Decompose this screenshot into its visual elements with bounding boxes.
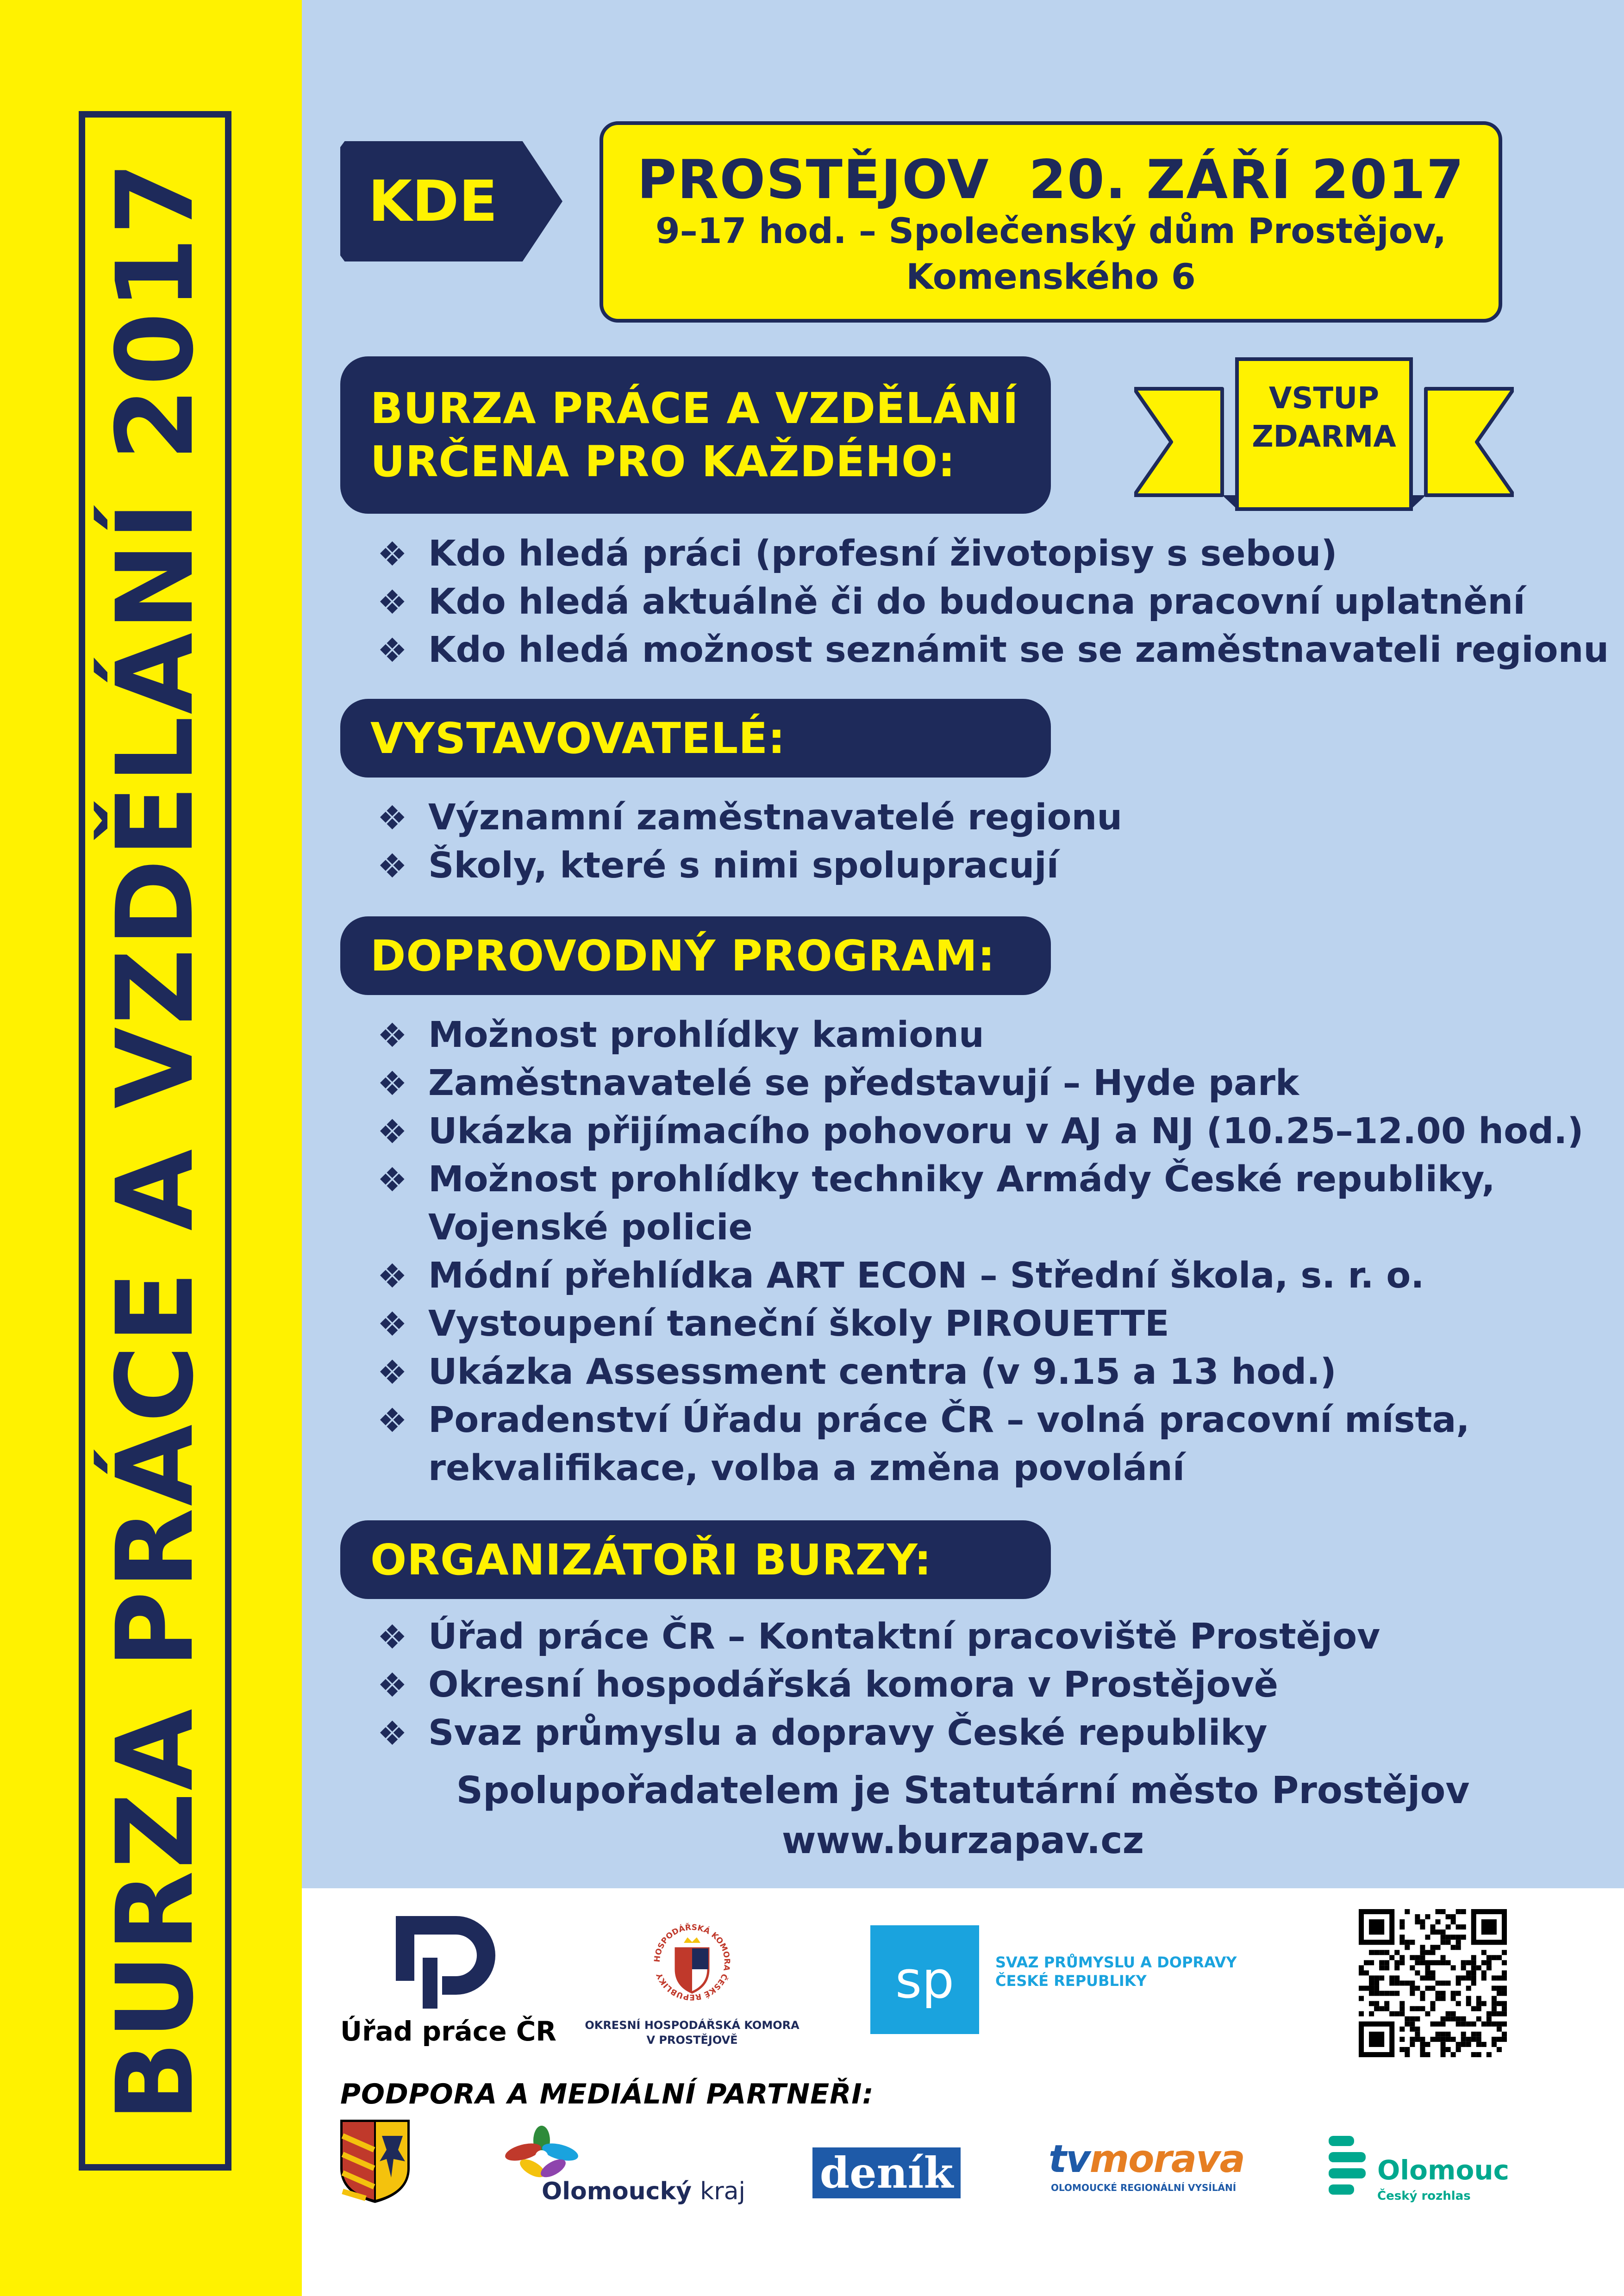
list-item-text: Významní zaměstnavatelé regionu	[428, 797, 1123, 838]
bullet-icon: ❖	[377, 798, 407, 837]
bullet-icon: ❖	[377, 846, 407, 885]
organizers-heading: ORGANIZÁTOŘI BURZY:	[370, 1535, 932, 1585]
program-list	[377, 1011, 1584, 1493]
ohk-ring-text: HOSPODÁŘSKÁ KOMORA ČESKÉ REPUBLIKY	[652, 1923, 732, 2002]
list-item-text: Ukázka přijímacího pohovoru v AJ a NJ (10.25–12.00 hod.)	[428, 1111, 1584, 1152]
organizers-list	[377, 1613, 1380, 1757]
urad-prace-label: Úřad práce ČR	[340, 2016, 556, 2047]
olomoucky-kraj-bold: Olomoucký	[542, 2178, 692, 2205]
denik-logo-text: deník	[819, 2148, 954, 2198]
list-item	[377, 1709, 1380, 1757]
cesky-rozhlas-icon	[1324, 2134, 1370, 2198]
qr-code-icon[interactable]	[1359, 1909, 1507, 2057]
list-item	[377, 1444, 1584, 1493]
list-item	[377, 842, 1122, 890]
free-entry-line2: ZDARMA	[1252, 420, 1396, 454]
list-item	[377, 1108, 1584, 1156]
free-entry-text	[1237, 380, 1411, 456]
olomoucky-kraj-label	[542, 2178, 745, 2205]
bullet-icon: ❖	[377, 1714, 407, 1753]
list-item-text: Ukázka Assessment centra (v 9.15 a 13 hod.)	[428, 1351, 1337, 1393]
list-item-text: Zaměstnavatelé se představují – Hyde park	[428, 1063, 1299, 1104]
intro-list	[377, 530, 1609, 674]
sp-label-line2: ČESKÉ REPUBLIKY	[995, 1972, 1147, 1990]
sp-label-line1: SVAZ PRŮMYSLU A DOPRAVY	[995, 1954, 1237, 1971]
sp-label	[995, 1953, 1237, 1990]
list-item-text: Kdo hledá aktuálně či do budoucna pracovní uplatnění	[428, 581, 1525, 622]
bullet-icon: ❖	[377, 1064, 407, 1103]
ohk-label-line1: OKRESNÍ HOSPODÁŘSKÁ KOMORA	[585, 2019, 800, 2032]
bullet-icon: ❖	[377, 1305, 407, 1344]
event-address: Komenského 6	[906, 255, 1196, 297]
list-item	[377, 530, 1609, 578]
list-item-text: Možnost prohlídky kamionu	[428, 1014, 984, 1056]
free-entry-line1: VSTUP	[1268, 381, 1380, 416]
intro-heading-line1: BURZA PRÁCE A VZDĚLÁNÍ	[370, 384, 1019, 433]
list-item	[377, 1156, 1584, 1204]
list-item-text: Módní přehlídka ART ECON – Střední škola, s. r. o.	[428, 1255, 1424, 1296]
list-item-text: Vystoupení taneční školy PIROUETTE	[428, 1303, 1169, 1344]
list-item	[377, 1613, 1380, 1661]
list-item-text: Školy, které s nimi spolupracují	[428, 845, 1059, 886]
partners-label: PODPORA A MEDIÁLNÍ PARTNEŘI:	[340, 2078, 874, 2110]
list-item	[377, 1300, 1584, 1348]
tv-morava-logo	[1049, 2137, 1244, 2181]
bullet-icon: ❖	[377, 1353, 407, 1392]
list-item	[377, 794, 1122, 842]
section-heading-exhibitors	[340, 699, 1051, 778]
bullet-icon: ❖	[377, 535, 407, 573]
bullet-icon: ❖	[377, 1666, 407, 1705]
olomoucky-kraj-light: kraj	[700, 2178, 745, 2205]
bullet-icon: ❖	[377, 631, 407, 670]
tv-morava-name: morava	[1089, 2137, 1244, 2181]
list-item-text: rekvalifikace, volba a změna povolání	[428, 1448, 1185, 1489]
rozhlas-subtitle: Český rozhlas	[1377, 2189, 1471, 2203]
list-item-text: Poradenství Úřadu práce ČR – volná pracovní místa,	[428, 1400, 1470, 1441]
list-item	[377, 1252, 1584, 1300]
intro-heading-line2: URČENA PRO KAŽDÉHO:	[370, 437, 956, 486]
kde-label: KDE	[368, 168, 498, 234]
denik-logo	[812, 2147, 961, 2198]
closing-block	[302, 1766, 1624, 1866]
section-heading-intro	[340, 356, 1051, 514]
list-item	[377, 1396, 1584, 1444]
bullet-icon: ❖	[377, 583, 407, 622]
bullet-icon: ❖	[377, 1257, 407, 1295]
ohk-emblem-icon	[646, 1916, 738, 2009]
list-item-text: Vojenské policie	[428, 1207, 753, 1248]
list-item-text: Svaz průmyslu a dopravy České republiky	[428, 1712, 1268, 1754]
program-heading: DOPROVODNÝ PROGRAM:	[370, 931, 995, 981]
list-item-text: Okresní hospodářská komora v Prostějově	[428, 1664, 1278, 1705]
list-item	[377, 1661, 1380, 1709]
bullet-icon: ❖	[377, 1618, 407, 1656]
list-item-text: Možnost prohlídky techniky Armády České republiky,	[428, 1159, 1495, 1200]
vertical-title: BURZA PRÁCE A VZDĚLÁNÍ 2017	[94, 160, 217, 2122]
sp-logo	[870, 1925, 979, 2034]
list-item	[377, 1011, 1584, 1059]
exhibitors-list	[377, 794, 1122, 890]
co-organizer-line: Spolupořadatelem je Statutární město Prostějov	[456, 1769, 1470, 1812]
olomoucky-kraj-flower-icon	[495, 2124, 588, 2180]
urad-prace-logo-icon	[387, 1911, 498, 2013]
bullet-icon: ❖	[377, 1401, 407, 1440]
section-heading-program	[340, 916, 1051, 995]
event-location-box	[600, 121, 1502, 323]
list-item	[377, 578, 1609, 626]
exhibitors-heading: VYSTAVOVATELÉ:	[370, 713, 786, 763]
ohk-label-line2: V PROSTĚJOVĚ	[646, 2034, 738, 2047]
list-item	[377, 1348, 1584, 1396]
bullet-icon: ❖	[377, 1112, 407, 1151]
prostejov-coat-of-arms-icon	[338, 2117, 412, 2205]
ohk-label	[583, 2018, 801, 2047]
list-item-text: Kdo hledá práci (profesní životopisy s sebou)	[428, 533, 1337, 574]
bullet-icon: ❖	[377, 1016, 407, 1055]
rozhlas-city: Olomouc	[1377, 2154, 1509, 2186]
section-heading-organizers	[340, 1520, 1051, 1599]
event-time-venue: 9–17 hod. – Společenský dům Prostějov,	[655, 210, 1447, 251]
sp-logo-text: sp	[895, 1950, 955, 2010]
list-item	[377, 1059, 1584, 1108]
list-item	[377, 626, 1609, 674]
website-url[interactable]: www.burzapav.cz	[781, 1819, 1144, 1862]
list-item	[377, 1204, 1584, 1252]
list-item-text: Kdo hledá možnost seznámit se se zaměstnavateli regionu	[428, 629, 1609, 671]
event-city-date: PROSTĚJOV 20. ZÁŘÍ 2017	[637, 149, 1465, 211]
tv-morava-tv: tv	[1049, 2137, 1090, 2181]
list-item-text: Úřad práce ČR – Kontaktní pracoviště Prostějov	[428, 1616, 1380, 1657]
bullet-icon: ❖	[377, 1160, 407, 1199]
tv-morava-subtitle: OLOMOUCKÉ REGIONÁLNÍ VYSÍLÁNÍ	[1051, 2182, 1237, 2193]
